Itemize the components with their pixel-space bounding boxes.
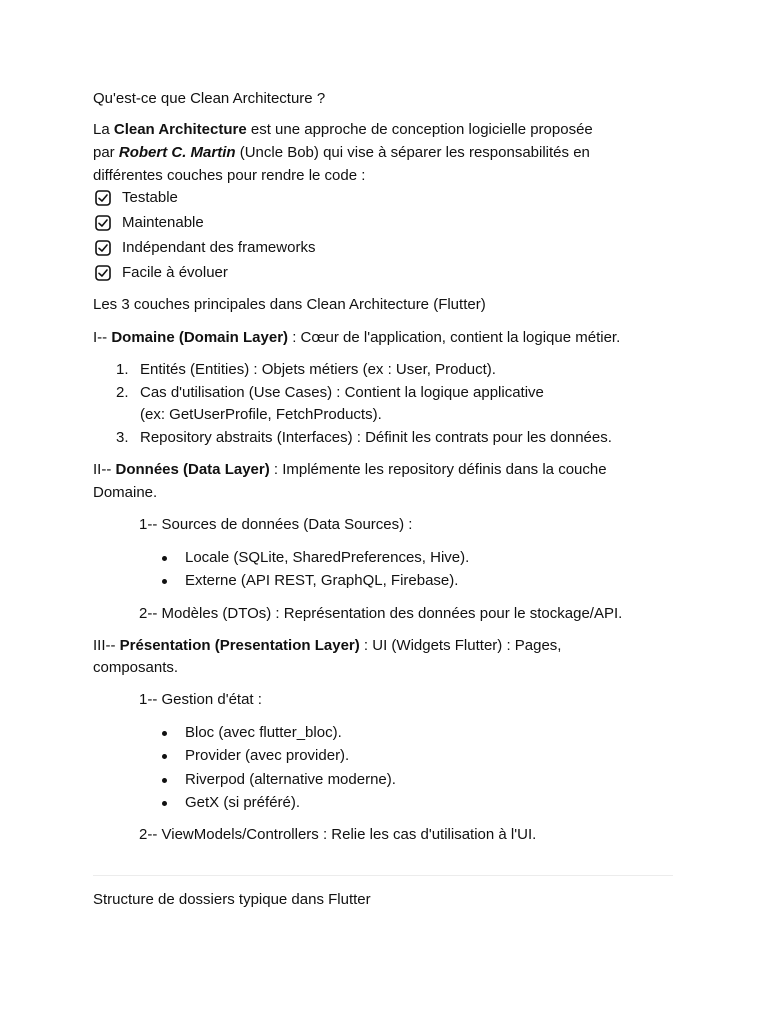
checklist-item: Testable — [122, 189, 178, 206]
bullet-item: Riverpod (alternative moderne). — [185, 771, 396, 788]
data-layer-desc-cont: Domaine. — [93, 484, 158, 501]
list-number: 1. — [116, 361, 129, 378]
domain-layer-heading — [93, 327, 620, 349]
domain-layer-title: Domaine (Domain Layer) — [111, 329, 289, 346]
intro-line-1 — [93, 119, 593, 141]
domain-list-item: Cas d'utilisation (Use Cases) : Contient la logique applicative — [140, 384, 544, 401]
list-number: 3. — [116, 429, 129, 446]
checklist-item: Facile à évoluer — [122, 264, 228, 281]
bullet — [162, 556, 167, 561]
intro-text: par — [93, 144, 119, 161]
list-number: 2. — [116, 384, 129, 401]
bullet — [162, 731, 167, 736]
section-desc: : Cœur de l'application, contient la logique métier. — [288, 329, 621, 346]
heading-what-is: Qu'est-ce que Clean Architecture ? — [93, 90, 326, 107]
intro-text: (Uncle Bob) qui vise à séparer les responsabilités en — [235, 144, 590, 161]
author-name: Robert C. Martin — [118, 144, 236, 161]
intro-text: La — [93, 121, 114, 138]
checklist-item: Indépendant des frameworks — [122, 239, 316, 256]
checkbox-checked-icon — [95, 190, 111, 206]
intro-text: est une approche de conception logicielle proposée — [246, 121, 593, 138]
bullet-item: Bloc (avec flutter_bloc). — [185, 724, 342, 741]
data-layer-title: Données (Data Layer) — [115, 461, 270, 478]
models-line: 2-- Modèles (DTOs) : Représentation des données pour le stockage/API. — [139, 605, 623, 622]
bullet-item: GetX (si préféré). — [185, 794, 301, 811]
section-prefix: II-- — [93, 461, 116, 478]
viewmodels-line: 2-- ViewModels/Controllers : Relie les cas d'utilisation à l'UI. — [139, 826, 537, 843]
divider — [93, 875, 673, 876]
bullet-item: Externe (API REST, GraphQL, Firebase). — [185, 572, 459, 589]
section-prefix: I-- — [93, 329, 112, 346]
bullet — [162, 778, 167, 783]
heading-folder-structure: Structure de dossiers typique dans Flutter — [93, 891, 371, 908]
checkbox-checked-icon — [95, 215, 111, 231]
presentation-layer-heading — [93, 635, 561, 657]
bullet-item: Provider (avec provider). — [185, 747, 350, 764]
checkbox-checked-icon — [95, 265, 111, 281]
domain-list-item: Entités (Entities) : Objets métiers (ex : User, Product). — [140, 361, 496, 378]
bullet — [162, 754, 167, 759]
section-prefix: III-- — [93, 637, 120, 654]
heading-three-layers: Les 3 couches principales dans Clean Architecture (Flutter) — [93, 296, 486, 313]
domain-list-item: Repository abstraits (Interfaces) : Définit les contrats pour les données. — [140, 429, 612, 446]
presentation-layer-title: Présentation (Presentation Layer) — [119, 637, 360, 654]
state-management-heading: 1-- Gestion d'état : — [139, 691, 262, 708]
clean-architecture-bold: Clean Architecture — [113, 121, 247, 138]
section-desc: : Implémente les repository définis dans la couche — [269, 461, 607, 478]
data-sources-heading: 1-- Sources de données (Data Sources) : — [139, 516, 413, 533]
domain-list-item-cont: (ex: GetUserProfile, FetchProducts). — [140, 406, 382, 423]
intro-line-3: différentes couches pour rendre le code : — [93, 167, 366, 184]
bullet — [162, 801, 167, 806]
intro-line-2 — [93, 142, 590, 164]
data-layer-heading — [93, 459, 607, 481]
bullet — [162, 579, 167, 584]
checklist-item: Maintenable — [122, 214, 204, 231]
checkbox-checked-icon — [95, 240, 111, 256]
section-desc: : UI (Widgets Flutter) : Pages, — [359, 637, 562, 654]
presentation-desc-cont: composants. — [93, 659, 179, 676]
bullet-item: Locale (SQLite, SharedPreferences, Hive). — [185, 549, 470, 566]
